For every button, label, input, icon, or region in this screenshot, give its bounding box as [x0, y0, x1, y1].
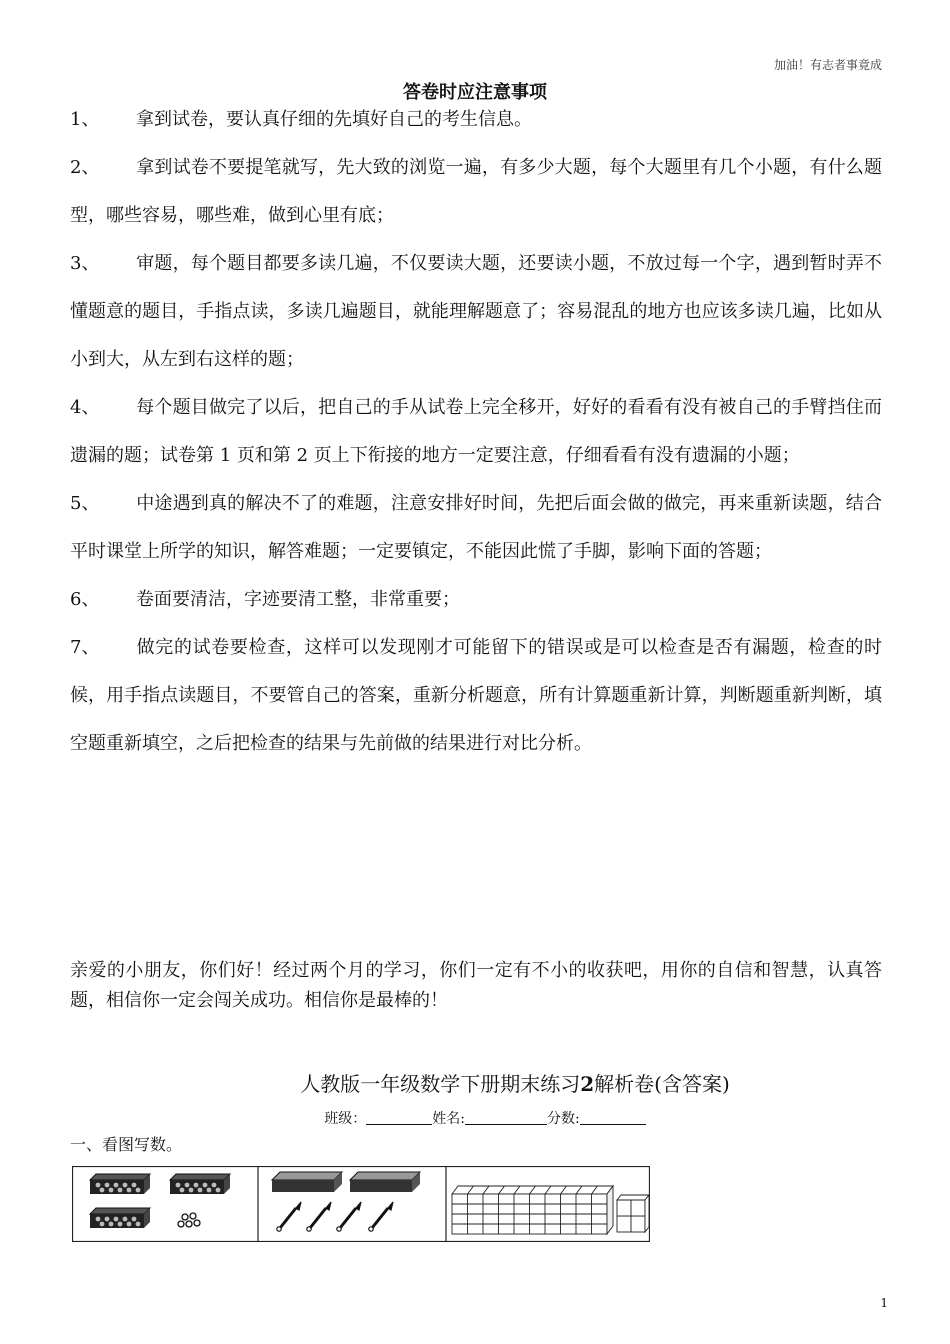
pencil-bundle-icon	[350, 1172, 420, 1192]
notice-number: 2、	[70, 157, 100, 178]
section-heading: 一、看图写数。	[70, 1135, 183, 1154]
name-label: 姓名:	[432, 1111, 465, 1127]
hundred-block-icon	[452, 1186, 613, 1234]
unit-cubes-icon	[617, 1195, 649, 1232]
score-label: 分数:	[547, 1111, 580, 1127]
notice-text: 拿到试卷，要认真仔细的先填好自己的考生信息。	[136, 109, 532, 130]
encouragement-text: 亲爱的小朋友，你们好！经过两个月的学习，你们一定有不小的收获吧，用你的自信和智慧，认真答题，相信你一定会闯关成功。相信你是最棒的！	[70, 960, 882, 1011]
exam-title-number: 2	[580, 1072, 595, 1096]
exam-title-part: 人教版一年级数学下册期末练习	[300, 1072, 581, 1096]
pencil-icon	[277, 1202, 301, 1231]
notice-item	[70, 96, 882, 144]
notice-text: 每个题目做完了以后，把自己的手从试卷上完全移开，好好的看看有没有被自己的手臂挡住而遗漏的题；试卷第 1 页和第 2 页上下衔接的地方一定要注意，仔细看看有没有遗漏的小题；	[70, 397, 882, 466]
bead-board-icon	[90, 1174, 150, 1194]
student-info-line	[0, 1108, 950, 1128]
notice-number: 1、	[70, 109, 100, 130]
notice-text: 中途遇到真的解决不了的难题，注意安排好时间，先把后面会做的做完，再来重新读题，结合平时课堂上所学的知识，解答难题；一定要镇定，不能因此慌了手脚，影响下面的答题；	[70, 493, 882, 562]
single-beads-icon	[178, 1213, 200, 1227]
bead-board-icon	[170, 1174, 230, 1194]
notice-title: 答卷时应注意事项	[403, 82, 547, 103]
notice-text: 做完的试卷要检查，这样可以发现刚才可能留下的错误或是可以检查是否有漏题，检查的时候，用手指点读题目，不要管自己的答案，重新分析题意，所有计算题重新计算，判断题重新判断，填空题重新填空，之后把检查的结果与先前做的结果进行对比分析。	[70, 637, 882, 754]
notice-item	[70, 384, 882, 480]
pencil-icon	[337, 1202, 361, 1231]
notice-number: 4、	[70, 397, 100, 418]
notice-item	[70, 624, 882, 768]
notice-item	[70, 144, 882, 240]
bead-board-icon	[90, 1208, 150, 1228]
notice-text: 审题，每个题目都要多读几遍，不仅要读大题，还要读小题，不放过每一个字，遇到暂时弄不懂题意的题目，手指点读，多读几遍题目，就能理解题意了；容易混乱的地方也应该多读几遍，比如从小到大，从左到右这样的题；	[70, 253, 882, 370]
pencil-icon	[369, 1202, 393, 1231]
exam-title	[0, 1068, 950, 1097]
counting-figure	[72, 1166, 650, 1242]
notice-item	[70, 576, 882, 624]
name-blank[interactable]	[465, 1110, 547, 1125]
notice-text: 卷面要清洁，字迹要清工整，非常重要；	[136, 589, 460, 610]
notice-list	[70, 96, 882, 768]
header-note: 加油！有志者事竟成	[773, 58, 882, 72]
notice-text: 拿到试卷不要提笔就写，先大致的浏览一遍，有多少大题，每个大题里有几个小题，有什么题型，哪些容易，哪些难，做到心里有底；	[70, 157, 882, 226]
notice-item	[70, 480, 882, 576]
class-blank[interactable]	[366, 1110, 432, 1125]
page-number: 1	[880, 1296, 888, 1310]
notice-number: 5、	[70, 493, 100, 514]
notice-number: 7、	[70, 637, 100, 658]
score-blank[interactable]	[580, 1110, 646, 1125]
pencil-bundle-icon	[272, 1172, 342, 1192]
notice-item	[70, 240, 882, 384]
notice-number: 6、	[70, 589, 100, 610]
class-label: 班级：	[324, 1111, 367, 1127]
exam-title-part: 解析卷(含答案)	[594, 1072, 730, 1096]
pencil-icon	[307, 1202, 331, 1231]
notice-number: 3、	[70, 253, 100, 274]
